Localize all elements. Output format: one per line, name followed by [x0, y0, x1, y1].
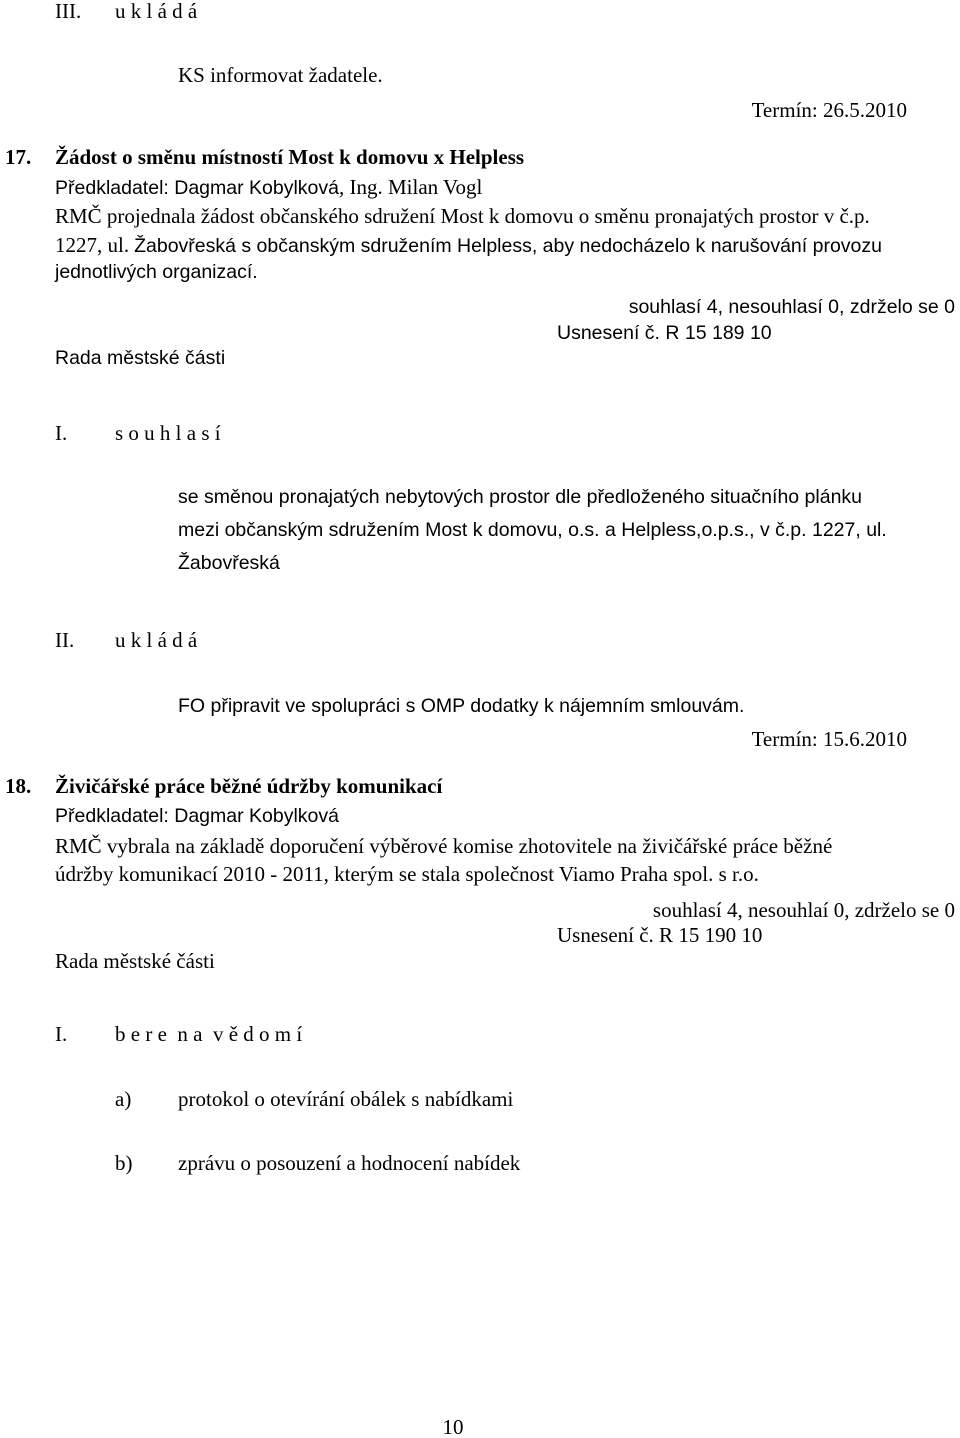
section-iii-deadline: Termín: 26.5.2010 [751, 98, 907, 122]
item-18-point-b-text: zprávu o posouzení a hodnocení nabídek [178, 1151, 521, 1175]
item-17-resolution-number: Usnesení č. R 15 189 10 [557, 322, 772, 344]
item-17-decision-ii-action: u k l á d á [115, 628, 198, 652]
item-17-decision-i-numeral: I. [55, 421, 68, 445]
item-17-decision-ii-line-1: FO připravit ve spolupráci s OMP dodatky k nájemním smlouvám. [178, 695, 745, 717]
item-18-decision-i-numeral: I. [55, 1022, 68, 1046]
item-17-description-line-2-rest: Žabovřeská s občanským sdružením Helpless, aby nedocházelo k narušování provozu [134, 235, 882, 257]
page-number: 10 [442, 1415, 464, 1438]
item-17-submitter: Předkladatel: Dagmar Kobylková [55, 177, 339, 199]
item-18-resolution-number: Usnesení č. R 15 190 10 [557, 923, 763, 947]
item-18-point-b-label: b) [115, 1151, 133, 1175]
item-17-decision-ii-numeral: II. [55, 628, 75, 652]
item-18-point-a-text: protokol o otevírání obálek s nabídkami [178, 1087, 514, 1111]
item-18-point-a-label: a) [115, 1087, 132, 1111]
section-iii-numeral: III. [55, 0, 82, 23]
item-17-decision-ii-deadline: Termín: 15.6.2010 [751, 727, 907, 751]
item-17-description-line-3: jednotlivých organizací. [55, 261, 258, 283]
item-17-description-line-2 [55, 232, 882, 258]
item-17-number: 17. [5, 145, 32, 169]
item-17-submitter-line [55, 174, 482, 200]
item-17-decision-i-line-3: Žabovřeská [178, 552, 280, 574]
item-17-council-name: Rada městské části [55, 347, 226, 369]
item-17-decision-i-line-2: mezi občanským sdružením Most k domovu, o.s. a Helpless,o.p.s., v č.p. 1227, ul. [178, 519, 887, 541]
section-iii-task: KS informovat žadatele. [178, 63, 383, 87]
item-18-description-line-1: RMČ vybrala na základě doporučení výběrové komise zhotovitele na živičářské práce běžné [55, 834, 833, 858]
section-iii-action: u k l á d á [115, 0, 198, 23]
item-18-description-line-2: údržby komunikací 2010 - 2011, kterým se stala společnost Viamo Praha spol. s r.o. [55, 862, 759, 886]
item-17-decision-i-line-1: se směnou pronajatých nebytových prostor dle předloženého situačního plánku [178, 486, 863, 508]
item-18-submitter: Předkladatel: Dagmar Kobylková [55, 805, 339, 827]
item-17-title: Žádost o směnu místností Most k domovu x Helpless [55, 145, 525, 169]
item-17-decision-i-action: s o u h l a s í [115, 421, 221, 445]
item-18-decision-i-action: b e r e n a v ě d o m í [115, 1022, 303, 1046]
item-18-title: Živičářské práce běžné údržby komunikací [55, 774, 443, 798]
item-18-council-name: Rada městské části [55, 949, 215, 973]
item-17-submitter-extra: , Ing. Milan Vogl [338, 175, 483, 199]
item-18-number: 18. [5, 774, 32, 798]
item-18-vote-result: souhlasí 4, nesouhlaí 0, zdrželo se 0 [652, 898, 955, 922]
item-17-description-line-2-start: 1227, ul. [55, 233, 130, 257]
item-17-description-line-1: RMČ projednala žádost občanského sdružení Most k domovu o směnu pronajatých prostor v č.p. [55, 204, 870, 228]
item-17-vote-result: souhlasí 4, nesouhlasí 0, zdrželo se 0 [628, 296, 955, 318]
